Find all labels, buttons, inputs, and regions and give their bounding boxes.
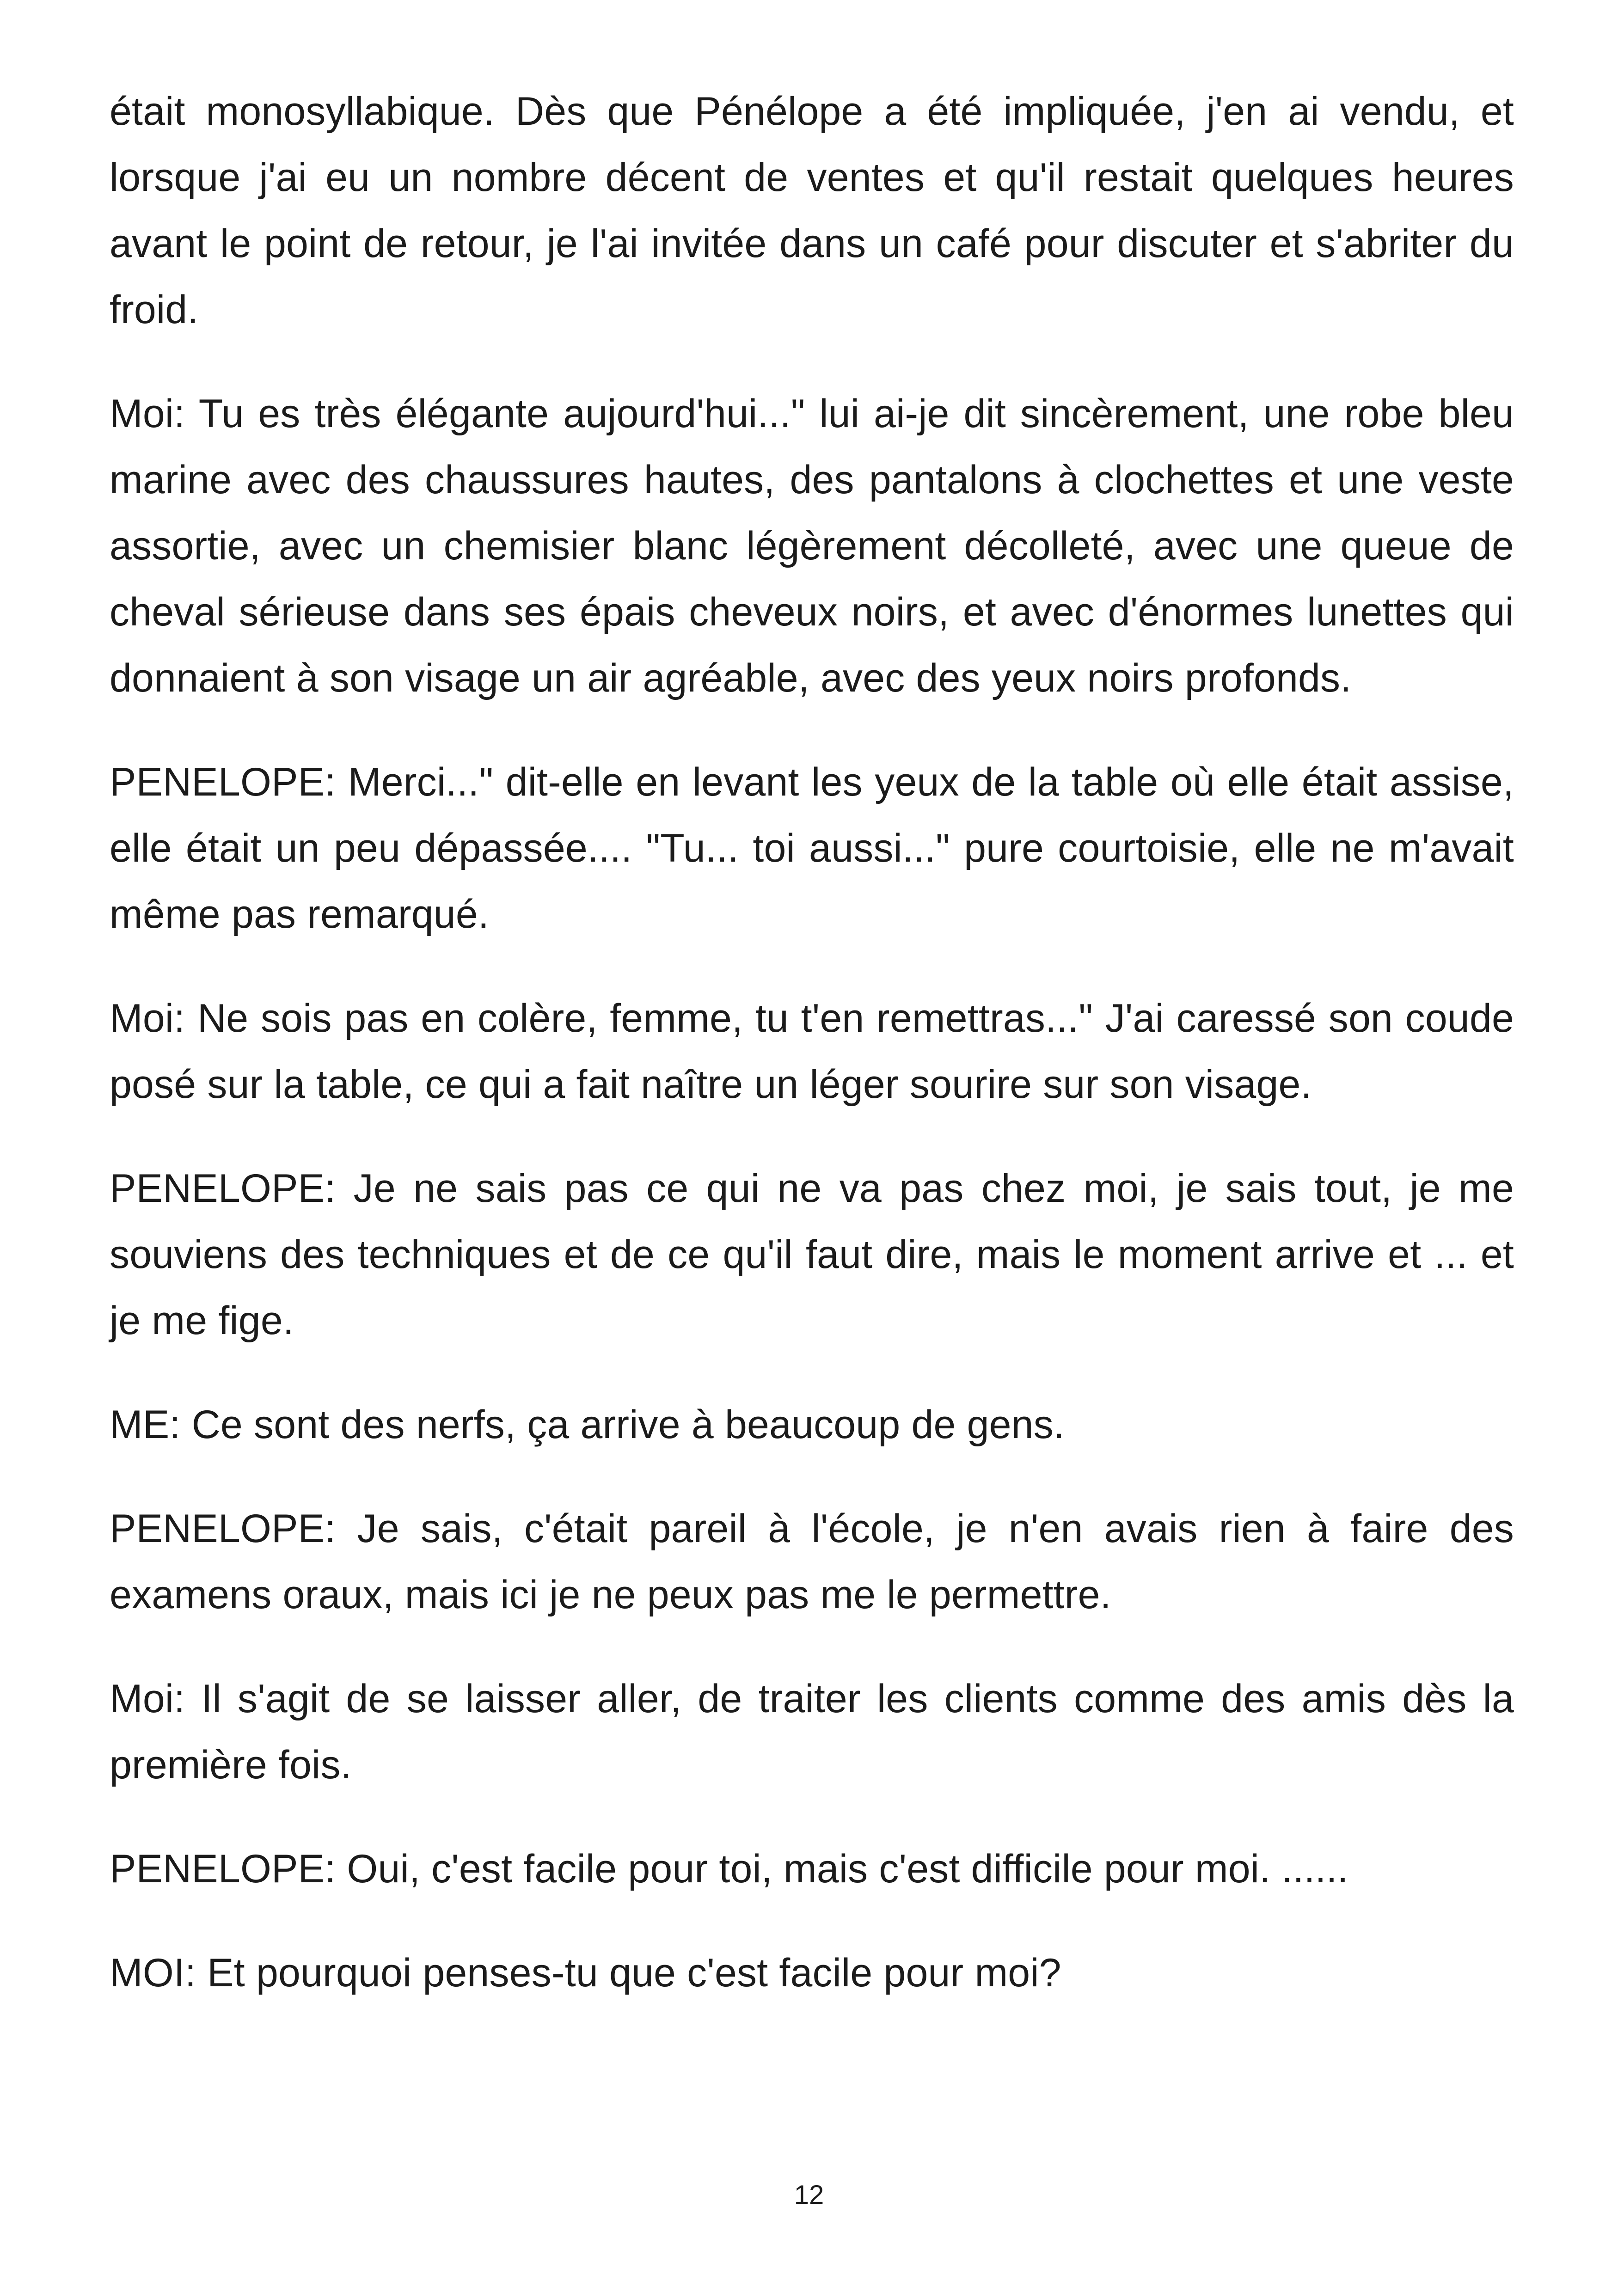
paragraph: PENELOPE: Je sais, c'était pareil à l'école, je n'en avais rien à faire des examens oraux, mais ici je ne peux pas me le permettre. bbox=[110, 1506, 1514, 1617]
paragraph: PENELOPE: Oui, c'est facile pour toi, mais c'est difficile pour moi. ...... bbox=[110, 1847, 1348, 1891]
paragraph: PENELOPE: Merci..." dit-elle en levant les yeux de la table où elle était assise, elle était un peu dépassée.... "Tu... toi aussi..." pure courtoisie, elle ne m'avait même pas remarqué. bbox=[110, 760, 1514, 937]
paragraph: PENELOPE: Je ne sais pas ce qui ne va pas chez moi, je sais tout, je me souviens des techniques et de ce qu'il faut dire, mais le moment arrive et ... et je me fige. bbox=[110, 1166, 1514, 1343]
paragraph: ME: Ce sont des nerfs, ça arrive à beaucoup de gens. bbox=[110, 1402, 1065, 1447]
page-number: 12 bbox=[794, 2180, 824, 2210]
paragraph: Moi: Tu es très élégante aujourd'hui..." lui ai-je dit sincèrement, une robe bleu marine avec des chaussures hautes, des pantalons à clochettes et une veste assortie, avec un chemisier blanc légèrement décolleté, avec une queue de cheval sérieuse dans ses épais cheveux noirs, et avec d'énormes lunettes qui donnaient à son visage un air agréable, avec des yeux noirs profonds. bbox=[110, 392, 1514, 700]
page-body-text bbox=[110, 79, 1514, 2044]
paragraph: Moi: Il s'agit de se laisser aller, de traiter les clients comme des amis dès la première fois. bbox=[110, 1677, 1514, 1787]
paragraph: était monosyllabique. Dès que Pénélope a été impliquée, j'en ai vendu, et lorsque j'ai eu un nombre décent de ventes et qu'il restait quelques heures avant le point de retour, je l'ai invitée dans un café pour discuter et s'abriter du froid. bbox=[110, 89, 1514, 332]
paragraph: MOI: Et pourquoi penses-tu que c'est facile pour moi? bbox=[110, 1951, 1061, 1995]
paragraph: Moi: Ne sois pas en colère, femme, tu t'en remettras..." J'ai caressé son coude posé sur la table, ce qui a fait naître un léger sourire sur son visage. bbox=[110, 996, 1514, 1107]
